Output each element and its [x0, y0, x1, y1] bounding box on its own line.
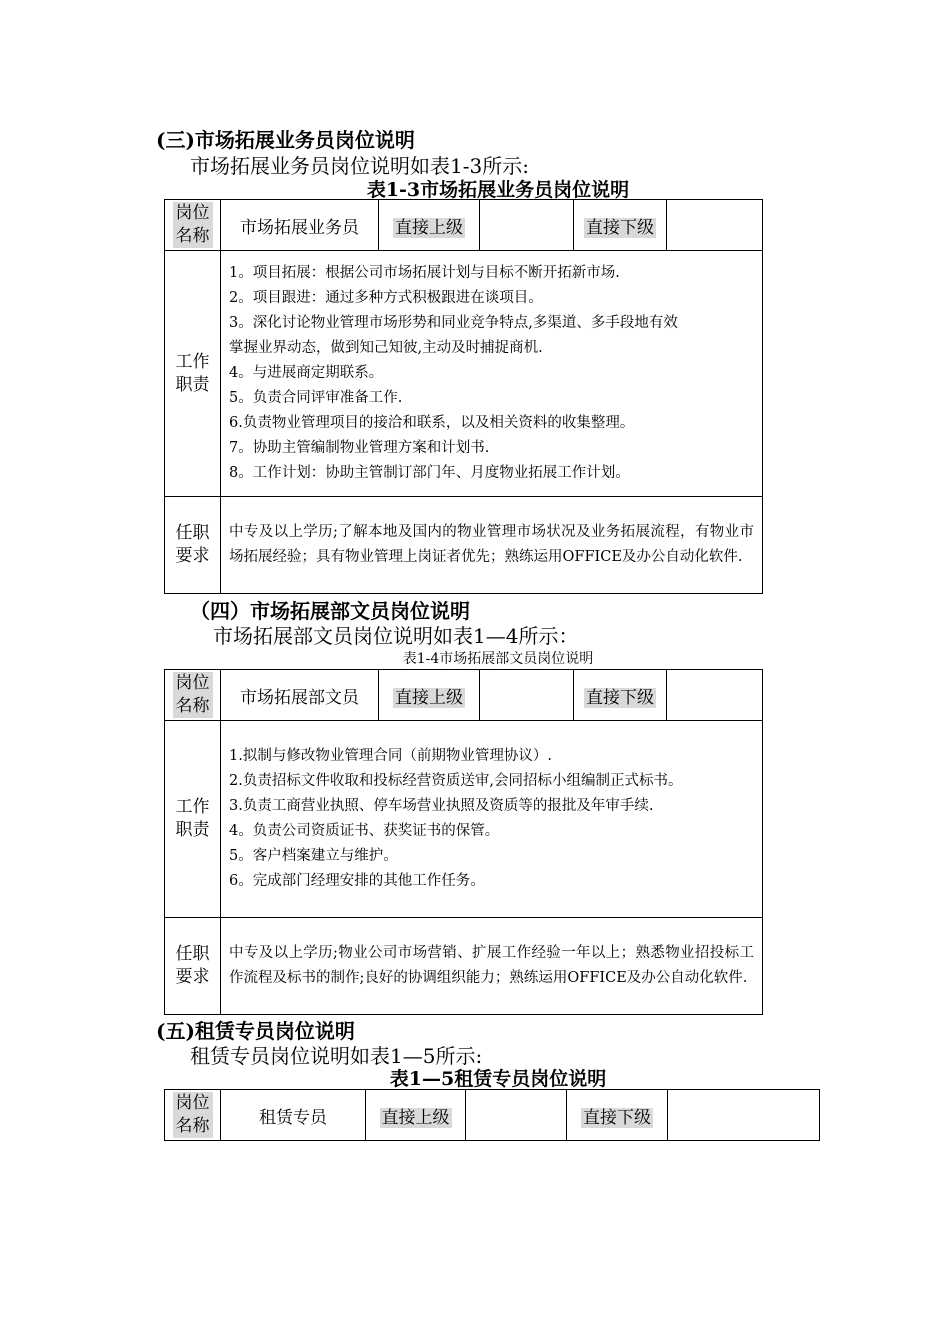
duty-item: 4。与进展商定期联系。: [229, 365, 384, 381]
superior-label-cell: [366, 1090, 466, 1141]
superior-label-cell: [379, 200, 480, 251]
superior-label: 直接上级: [381, 1107, 450, 1128]
section-intro: 市场拓展部文员岗位说明如表1—4所示：: [213, 624, 579, 648]
table-caption: 表1—5租赁专员岗位说明: [389, 1068, 607, 1090]
post-name: 租赁专员: [221, 1090, 366, 1141]
requirements-text: 中专及以上学历;物业公司市场营销、扩展工作经验一年以上；熟悉物业招投标工作流程及标书的制作;良好的协调组织能力；熟练运用OFFICE及办公自动化软件.: [221, 918, 763, 1015]
duty-item: 6.负责物业管理项目的接洽和联系，以及相关资料的收集整理。: [229, 415, 635, 431]
duties-list: [221, 251, 763, 497]
duty-item: 4。负责公司资质证书、获奖证书的保管。: [229, 823, 500, 839]
post-label: 岗位名称: [173, 202, 213, 248]
superior-label: 直接上级: [395, 687, 463, 708]
post-label-cell: [165, 1090, 221, 1141]
post-label-cell: [165, 670, 221, 721]
superior-value: [480, 670, 574, 721]
duty-item: 3.负责工商营业执照、停车场营业执照及资质等的报批及年审手续.: [229, 798, 654, 814]
duties-label: 工作职责: [175, 351, 210, 395]
duty-item: 5。客户档案建立与维护。: [229, 848, 398, 864]
post-label: 岗位名称: [173, 1092, 213, 1138]
post-label-cell: [165, 200, 221, 251]
table-caption: 表1-3市场拓展业务员岗位说明: [366, 179, 630, 201]
subordinate-label-cell: [567, 1090, 668, 1141]
job-table: [164, 1089, 820, 1141]
subordinate-label-cell: [574, 200, 667, 251]
superior-value: [466, 1090, 567, 1141]
subordinate-value: [668, 1090, 820, 1141]
job-table: [164, 669, 763, 1015]
duties-label-cell: [165, 721, 221, 918]
subordinate-label: 直接下级: [583, 1107, 651, 1128]
duties-label-cell: [165, 251, 221, 497]
subordinate-value: [667, 200, 763, 251]
duties-label: 工作职责: [175, 797, 210, 840]
duty-item: 2。项目跟进：通过多种方式积极跟进在谈项目。: [229, 290, 543, 306]
section-heading: （四）市场拓展部文员岗位说明: [190, 599, 470, 623]
duties-list: [221, 721, 763, 918]
duty-item: 5。负责合同评审准备工作.: [229, 390, 403, 406]
subordinate-value: [667, 670, 763, 721]
req-label-cell: [165, 918, 221, 1015]
section-intro: 市场拓展业务员岗位说明如表1-3所示:: [190, 154, 529, 178]
subordinate-label: 直接下级: [586, 217, 654, 238]
requirements-text: 中专及以上学历;了解本地及国内的物业管理市场状况及业务拓展流程，有物业市场拓展经验；具有物业管理上岗证者优先；熟练运用OFFICE及办公自动化软件.: [221, 497, 763, 594]
superior-value: [480, 200, 574, 251]
req-label-cell: [165, 497, 221, 594]
req-label: 任职要求: [175, 944, 210, 987]
job-table: [164, 199, 763, 594]
post-name: 市场拓展业务员: [221, 200, 379, 251]
duty-item: 6。完成部门经理安排的其他工作任务。: [229, 873, 485, 889]
section-heading: (五)租赁专员岗位说明: [156, 1019, 355, 1043]
table-caption: 表1-4市场拓展部文员岗位说明: [402, 651, 594, 667]
duty-item: 8。工作计划：协助主管制订部门年、月度物业拓展工作计划。: [229, 465, 630, 481]
superior-label: 直接上级: [395, 217, 463, 238]
post-name: 市场拓展部文员: [221, 670, 379, 721]
duty-item: 7。协助主管编制物业管理方案和计划书.: [229, 440, 490, 456]
duty-item: 掌握业界动态，做到知己知彼,主动及时捕捉商机.: [229, 340, 543, 356]
duty-item: 1。项目拓展：根据公司市场拓展计划与目标不断开拓新市场.: [229, 265, 620, 281]
duty-item: 2.负责招标文件收取和投标经营资质送审,会同招标小组编制正式标书。: [229, 773, 683, 789]
section-heading: (三)市场拓展业务员岗位说明: [156, 128, 415, 152]
duty-item: 1.拟制与修改物业管理合同（前期物业管理协议）.: [229, 748, 552, 764]
req-label: 任职要求: [175, 523, 210, 566]
section-intro: 租赁专员岗位说明如表1—5所示:: [190, 1044, 483, 1068]
subordinate-label: 直接下级: [586, 687, 654, 708]
post-label: 岗位名称: [173, 672, 213, 718]
superior-label-cell: [379, 670, 480, 721]
subordinate-label-cell: [574, 670, 667, 721]
duty-item: 3。深化讨论物业管理市场形势和同业竞争特点,多渠道、多手段地有效: [229, 315, 678, 331]
